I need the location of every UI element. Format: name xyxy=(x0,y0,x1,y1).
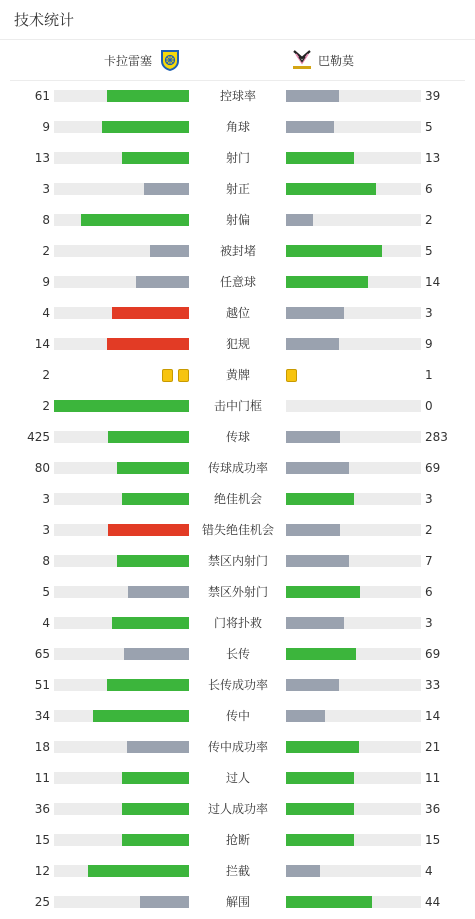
home-value: 2 xyxy=(42,368,50,382)
home-bar xyxy=(112,617,189,629)
home-value: 80 xyxy=(34,461,50,475)
home-bar-track xyxy=(54,741,189,753)
away-bar xyxy=(286,431,340,443)
away-bar xyxy=(286,772,354,784)
home-bar-track xyxy=(54,276,189,288)
home-bar-track xyxy=(54,214,189,226)
home-value: 2 xyxy=(42,244,50,258)
carrarese-logo-icon xyxy=(158,48,182,72)
home-bar-track xyxy=(54,524,189,536)
away-bar xyxy=(286,214,313,226)
stat-row xyxy=(0,670,475,701)
away-bar-track xyxy=(286,183,421,195)
away-bar-track xyxy=(286,152,421,164)
home-value: 8 xyxy=(42,554,50,568)
away-value: 14 xyxy=(425,709,441,723)
home-bar-track xyxy=(54,245,189,257)
away-bar xyxy=(286,276,368,288)
home-bar xyxy=(107,679,189,691)
stat-row xyxy=(0,81,475,112)
away-value: 6 xyxy=(425,182,433,196)
away-bar-track xyxy=(286,617,421,629)
home-bar-track xyxy=(54,307,189,319)
away-bar-track xyxy=(286,555,421,567)
stat-row xyxy=(0,732,475,763)
home-bar-track xyxy=(54,400,189,412)
stat-label: 射正 xyxy=(225,182,250,196)
stat-row xyxy=(0,484,475,515)
stat-row xyxy=(0,422,475,453)
stat-row xyxy=(0,112,475,143)
home-value: 13 xyxy=(34,151,50,165)
away-value: 7 xyxy=(425,554,433,568)
home-bar xyxy=(54,400,189,412)
stat-row xyxy=(0,763,475,794)
home-bar-track xyxy=(54,772,189,784)
away-value: 3 xyxy=(425,616,433,630)
away-bar-track xyxy=(286,524,421,536)
stat-label: 禁区内射门 xyxy=(207,554,268,568)
away-bar xyxy=(286,617,344,629)
stat-row xyxy=(0,577,475,608)
home-bar xyxy=(107,338,189,350)
home-value: 9 xyxy=(42,275,50,289)
home-bar xyxy=(150,245,189,257)
away-bar xyxy=(286,524,340,536)
stat-label: 传球 xyxy=(225,430,250,444)
away-bar xyxy=(286,865,320,877)
stat-row xyxy=(0,825,475,856)
away-bar xyxy=(286,555,349,567)
away-bar xyxy=(286,493,354,505)
home-bar xyxy=(107,90,189,102)
away-bar-track xyxy=(286,741,421,753)
stat-label: 角球 xyxy=(225,120,250,134)
stat-label: 抢断 xyxy=(225,833,250,847)
home-bar-track xyxy=(54,152,189,164)
home-bar xyxy=(117,555,189,567)
stat-row xyxy=(0,174,475,205)
home-bar xyxy=(108,524,189,536)
stat-label: 过人 xyxy=(225,771,250,785)
away-value: 15 xyxy=(425,833,441,847)
yellow-card-icon xyxy=(162,369,173,382)
home-bar xyxy=(102,121,189,133)
stat-row xyxy=(0,887,475,918)
home-bar-track xyxy=(54,896,189,908)
page-title: 技术统计 xyxy=(14,11,75,29)
home-bar xyxy=(112,307,189,319)
away-bar xyxy=(286,586,360,598)
stat-label: 越位 xyxy=(225,306,250,320)
home-bar xyxy=(88,865,189,877)
away-value: 21 xyxy=(425,740,441,754)
away-value: 1 xyxy=(425,368,433,382)
home-bar xyxy=(136,276,189,288)
stat-row xyxy=(0,608,475,639)
away-value: 3 xyxy=(425,492,433,506)
home-bar xyxy=(122,803,190,815)
stat-label: 错失绝佳机会 xyxy=(201,523,274,537)
home-value: 51 xyxy=(34,678,50,692)
stat-label: 禁区外射门 xyxy=(207,585,268,599)
home-bar xyxy=(128,586,189,598)
stat-label: 门将扑救 xyxy=(213,616,262,630)
home-value: 61 xyxy=(34,89,50,103)
away-value: 0 xyxy=(425,399,433,413)
stats-header xyxy=(0,0,475,40)
away-value: 69 xyxy=(425,461,441,475)
away-bar xyxy=(286,679,339,691)
away-bar xyxy=(286,152,354,164)
home-value: 36 xyxy=(34,802,50,816)
yellow-card-icon xyxy=(286,369,297,382)
away-bar xyxy=(286,896,372,908)
home-value: 3 xyxy=(42,182,50,196)
away-value: 36 xyxy=(425,802,441,816)
home-bar xyxy=(108,431,189,443)
away-value: 3 xyxy=(425,306,433,320)
away-bar-track xyxy=(286,121,421,133)
away-bar-track xyxy=(286,400,421,412)
away-value: 9 xyxy=(425,337,433,351)
away-bar-track xyxy=(286,214,421,226)
away-bar-track xyxy=(286,493,421,505)
home-value: 5 xyxy=(42,585,50,599)
home-bar-track xyxy=(54,679,189,691)
home-bar xyxy=(81,214,189,226)
away-value: 5 xyxy=(425,120,433,134)
stat-label: 击中门框 xyxy=(213,399,262,413)
stat-row xyxy=(0,391,475,422)
away-cards xyxy=(286,369,297,382)
stat-label: 传中成功率 xyxy=(207,740,268,754)
away-value: 2 xyxy=(425,523,433,537)
stat-label: 被封堵 xyxy=(219,244,256,258)
away-value: 4 xyxy=(425,864,433,878)
home-value: 34 xyxy=(34,709,50,723)
away-value: 39 xyxy=(425,89,441,103)
home-value: 2 xyxy=(42,399,50,413)
home-value: 11 xyxy=(34,771,50,785)
stat-row xyxy=(0,360,475,391)
stat-label: 传中 xyxy=(225,709,250,723)
stat-row xyxy=(0,329,475,360)
home-bar-track xyxy=(54,710,189,722)
home-value: 3 xyxy=(42,523,50,537)
home-bar xyxy=(140,896,189,908)
away-bar-track xyxy=(286,834,421,846)
away-value: 14 xyxy=(425,275,441,289)
home-bar xyxy=(122,834,190,846)
away-bar xyxy=(286,462,349,474)
away-team[interactable] xyxy=(290,40,354,80)
home-value: 15 xyxy=(34,833,50,847)
home-value: 425 xyxy=(27,430,50,444)
home-bar xyxy=(122,493,190,505)
away-bar xyxy=(286,307,344,319)
away-value: 2 xyxy=(425,213,433,227)
stat-row xyxy=(0,298,475,329)
home-team-name: 卡拉雷塞 xyxy=(103,53,152,68)
home-bar-track xyxy=(54,865,189,877)
home-bar-track xyxy=(54,648,189,660)
stat-label: 拦截 xyxy=(225,864,250,878)
home-bar-track xyxy=(54,121,189,133)
home-team[interactable] xyxy=(104,40,182,80)
home-bar-track xyxy=(54,431,189,443)
home-bar xyxy=(127,741,189,753)
home-cards xyxy=(162,369,189,382)
stat-label: 传球成功率 xyxy=(207,461,268,475)
home-bar-track xyxy=(54,586,189,598)
home-value: 14 xyxy=(34,337,50,351)
home-value: 18 xyxy=(34,740,50,754)
away-team-name: 巴勒莫 xyxy=(318,53,355,68)
away-bar-track xyxy=(286,462,421,474)
away-bar xyxy=(286,834,354,846)
stats-table xyxy=(0,81,475,918)
home-bar xyxy=(93,710,189,722)
home-value: 4 xyxy=(42,616,50,630)
stat-label: 解围 xyxy=(225,895,250,909)
home-value: 12 xyxy=(34,864,50,878)
away-bar-track xyxy=(286,772,421,784)
stat-row xyxy=(0,794,475,825)
home-value: 4 xyxy=(42,306,50,320)
home-bar xyxy=(122,152,190,164)
stat-label: 任意球 xyxy=(219,275,256,289)
stat-label: 射偏 xyxy=(225,213,250,227)
home-bar-track xyxy=(54,617,189,629)
away-bar-track xyxy=(286,586,421,598)
away-value: 5 xyxy=(425,244,433,258)
stat-row xyxy=(0,701,475,732)
stat-row xyxy=(0,546,475,577)
away-bar xyxy=(286,648,356,660)
away-value: 6 xyxy=(425,585,433,599)
away-bar-track xyxy=(286,338,421,350)
away-bar-track xyxy=(286,679,421,691)
home-bar xyxy=(124,648,189,660)
away-bar xyxy=(286,90,339,102)
away-bar xyxy=(286,741,359,753)
away-value: 33 xyxy=(425,678,441,692)
stat-row xyxy=(0,515,475,546)
stat-label: 长传 xyxy=(225,647,250,661)
away-bar-track xyxy=(286,896,421,908)
away-bar-track xyxy=(286,276,421,288)
home-value: 25 xyxy=(34,895,50,909)
home-bar-track xyxy=(54,462,189,474)
away-value: 13 xyxy=(425,151,441,165)
away-bar-track xyxy=(286,710,421,722)
stat-row xyxy=(0,205,475,236)
home-bar-track xyxy=(54,834,189,846)
stat-label: 控球率 xyxy=(219,89,256,103)
home-bar xyxy=(117,462,189,474)
yellow-card-icon xyxy=(178,369,189,382)
stat-row xyxy=(0,267,475,298)
home-bar-track xyxy=(54,183,189,195)
stat-label: 犯规 xyxy=(225,337,250,351)
home-bar-track xyxy=(54,555,189,567)
home-value: 8 xyxy=(42,213,50,227)
home-bar-track xyxy=(54,803,189,815)
home-bar-track xyxy=(54,493,189,505)
away-bar-track xyxy=(286,307,421,319)
away-bar xyxy=(286,121,334,133)
away-bar-track xyxy=(286,803,421,815)
stat-row xyxy=(0,639,475,670)
home-bar-track xyxy=(54,338,189,350)
home-value: 3 xyxy=(42,492,50,506)
away-bar-track xyxy=(286,90,421,102)
stat-label: 绝佳机会 xyxy=(213,492,262,506)
stat-row xyxy=(0,143,475,174)
away-bar xyxy=(286,338,339,350)
stat-label: 射门 xyxy=(225,151,250,165)
home-bar xyxy=(122,772,190,784)
home-value: 9 xyxy=(42,120,50,134)
away-bar-track xyxy=(286,245,421,257)
away-value: 44 xyxy=(425,895,441,909)
stat-label: 长传成功率 xyxy=(207,678,268,692)
teams-row xyxy=(10,40,465,81)
away-bar xyxy=(286,710,325,722)
stat-row xyxy=(0,856,475,887)
away-value: 11 xyxy=(425,771,441,785)
palermo-logo-icon xyxy=(290,48,314,72)
home-value: 65 xyxy=(34,647,50,661)
stat-row xyxy=(0,453,475,484)
away-bar-track xyxy=(286,865,421,877)
away-bar-track xyxy=(286,648,421,660)
away-bar xyxy=(286,245,382,257)
stat-label: 过人成功率 xyxy=(207,802,268,816)
away-bar xyxy=(286,183,376,195)
stat-row xyxy=(0,236,475,267)
away-value: 69 xyxy=(425,647,441,661)
away-bar xyxy=(286,803,354,815)
home-bar-track xyxy=(54,90,189,102)
stat-label: 黄牌 xyxy=(225,368,250,382)
away-value: 283 xyxy=(425,430,448,444)
home-bar xyxy=(144,183,189,195)
away-bar-track xyxy=(286,431,421,443)
